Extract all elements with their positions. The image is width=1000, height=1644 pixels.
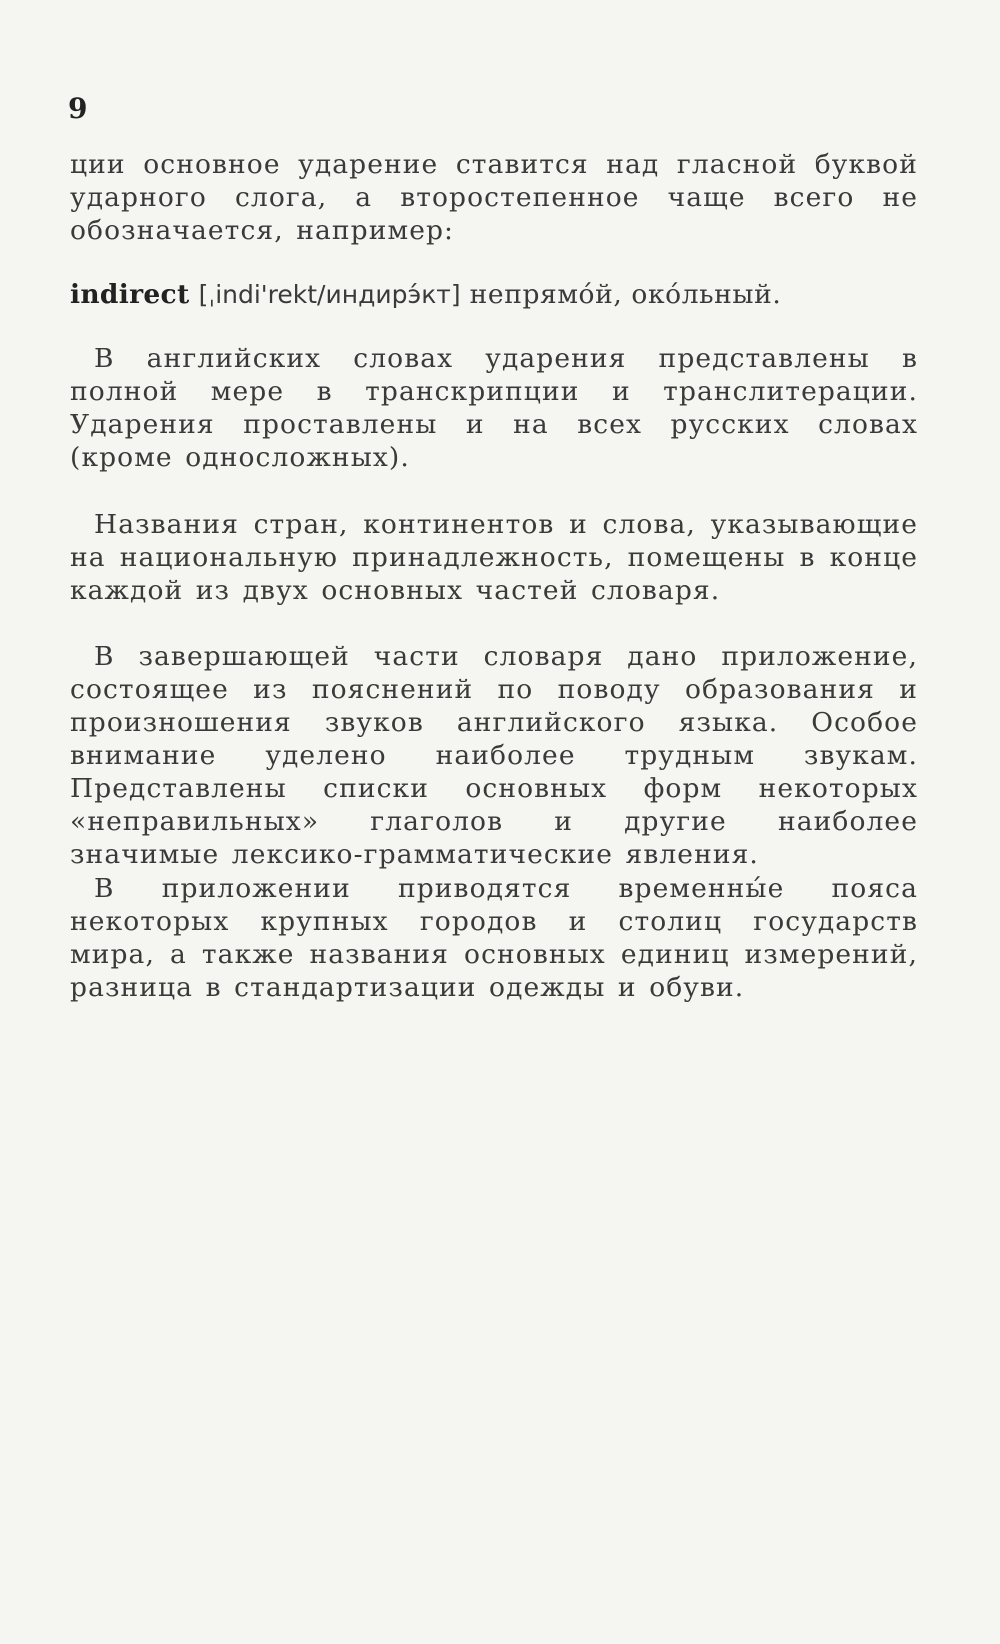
paragraph-continuation: [70, 148, 918, 247]
example-transcription: [ˌindi'rekt/индирэ́кт]: [198, 280, 461, 309]
paragraph-appendix-note: [70, 640, 918, 871]
example-headword: indirect: [70, 279, 190, 310]
paragraph-stress-note: [70, 342, 918, 474]
page-number: 9: [68, 92, 88, 125]
paragraph-stress-note-text: В английских словах ударения представлены в полной мере в транскрипции и транслитерации. Ударения проставлены и на всех русских словах (кроме односложных).: [70, 343, 918, 473]
example-translation: непрямо́й, око́льный.: [469, 279, 782, 310]
paragraph-timezones-note: [70, 872, 918, 1004]
paragraph-timezones-note-text: В приложении приводятся временны́е пояса некоторых крупных городов и столиц государств мира, а также названия основных единиц измерений, разница в стандартизации одежды и обуви.: [70, 873, 918, 1003]
dictionary-example: [70, 278, 918, 311]
paragraph-countries-note: [70, 508, 918, 607]
paragraph-countries-note-text: Названия стран, континентов и слова, указывающие на национальную принадлежность, помещены в конце каждой из двух основных частей словаря.: [70, 509, 918, 606]
paragraph-continuation-text: ции основное ударение ставится над гласной буквой ударного слога, а второстепенное чаще всего не обозначается, например:: [70, 149, 918, 246]
paragraph-appendix-note-text: В завершающей части словаря дано приложение, состоящее из пояснений по поводу образования и произношения звуков английского языка. Особое внимание уделено наиболее трудным звукам. Представлены списки основных форм некоторых «неправильных» глаголов и другие наиболее значимые лексико-грамматические явления.: [70, 641, 918, 870]
